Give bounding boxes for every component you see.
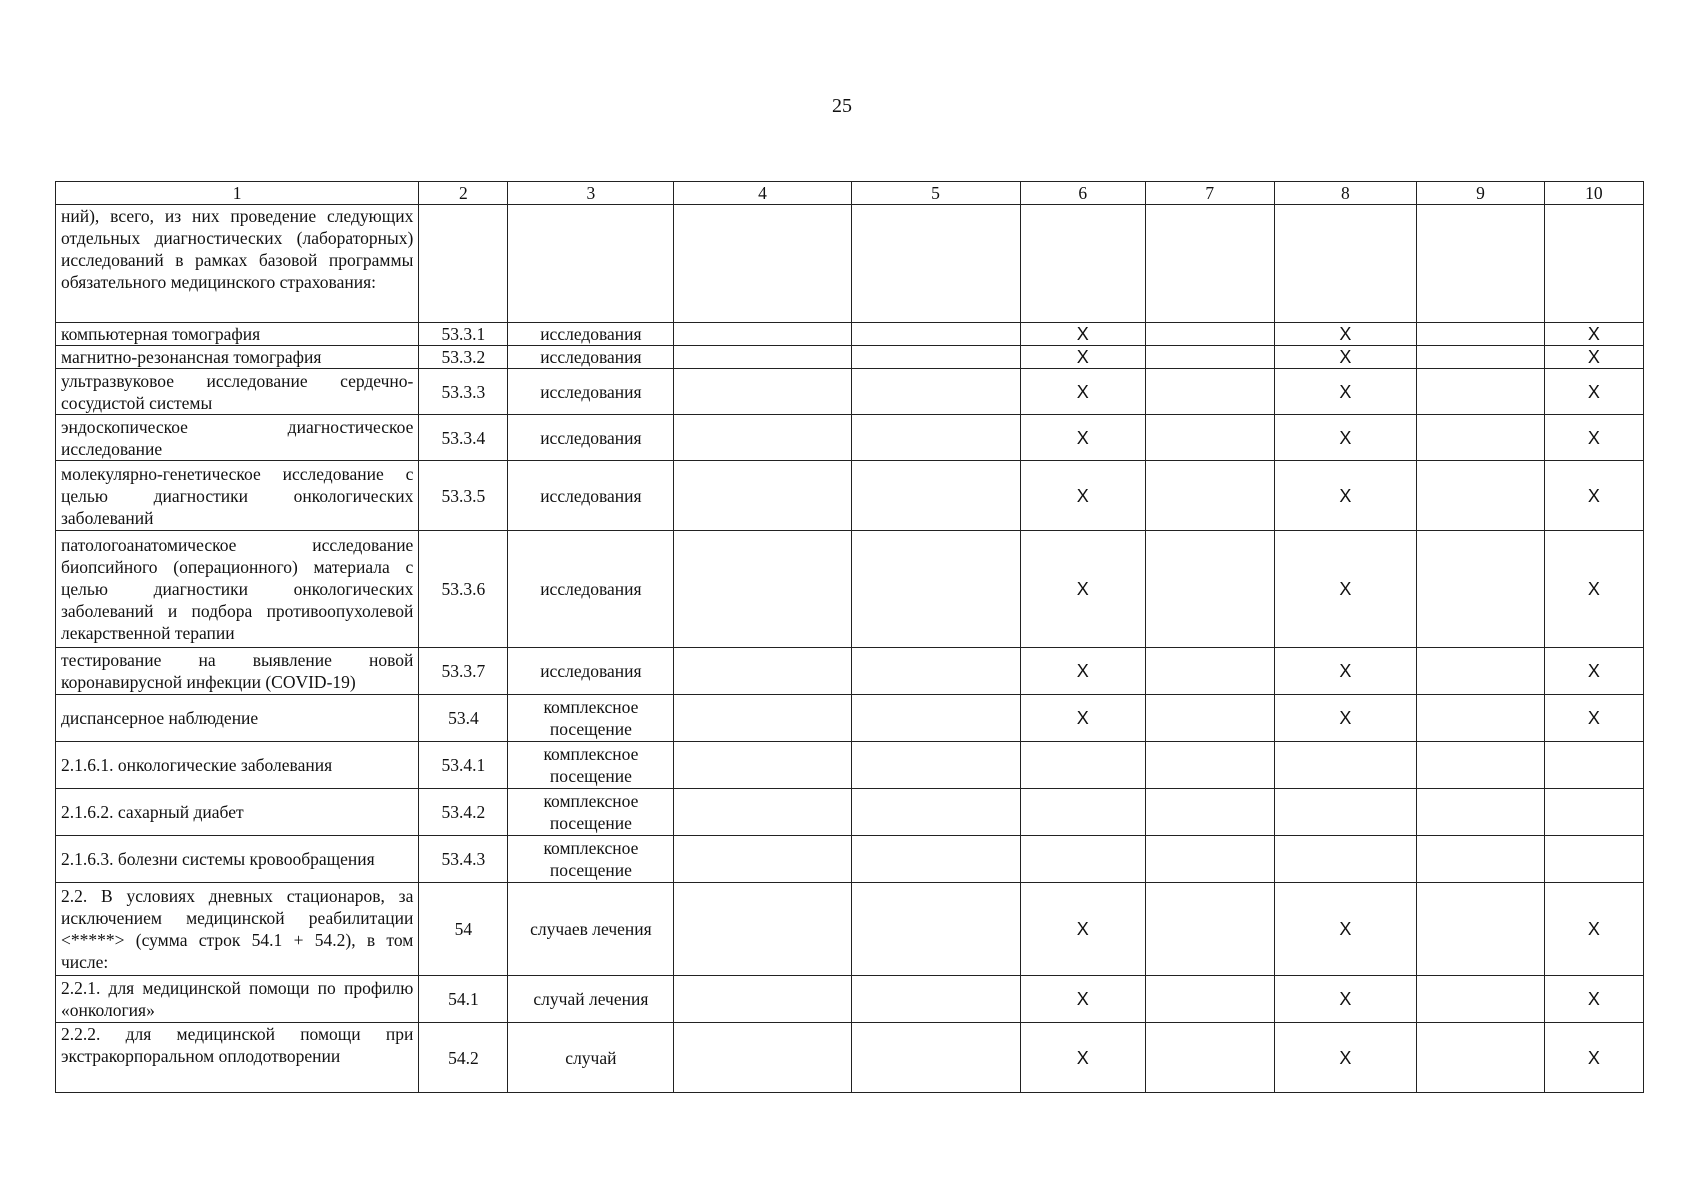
cell-col4 (674, 742, 851, 789)
cell-col6 (1020, 742, 1146, 789)
cell-col5 (851, 648, 1020, 695)
cell-col10 (1544, 742, 1643, 789)
cell-col7 (1146, 648, 1275, 695)
cell-col5 (851, 836, 1020, 883)
cell-col4 (674, 531, 851, 648)
cell-col6 (1020, 205, 1146, 323)
cell-col5 (851, 976, 1020, 1023)
cell-col4 (674, 1023, 851, 1093)
cell-col6 (1020, 836, 1146, 883)
row-code: 53.4 (419, 695, 508, 742)
cell-col7 (1146, 976, 1275, 1023)
row-name: 2.2. В условиях дневных стационаров, за исключением медицинской реабилитации <*****> (сумма строк 54.1 + 54.2), в том числе: (56, 883, 419, 976)
row-code: 53.3.6 (419, 531, 508, 648)
row-name: 2.1.6.2. сахарный диабет (56, 789, 419, 836)
row-code: 53.3.3 (419, 369, 508, 415)
cell-col6: Х (1020, 461, 1146, 531)
cell-col6: Х (1020, 695, 1146, 742)
cell-col5 (851, 695, 1020, 742)
cell-col10: Х (1544, 461, 1643, 531)
cell-col4 (674, 369, 851, 415)
cell-col7 (1146, 323, 1275, 346)
cell-col8: Х (1274, 369, 1417, 415)
row-name: эндоскопическое диагностическое исследование (56, 415, 419, 461)
column-header: 6 (1020, 182, 1146, 205)
cell-col7 (1146, 836, 1275, 883)
cell-col8: Х (1274, 695, 1417, 742)
cell-col7 (1146, 205, 1275, 323)
row-unit: комплексное посещение (508, 695, 674, 742)
cell-col10: Х (1544, 369, 1643, 415)
row-code: 53.3.7 (419, 648, 508, 695)
cell-col4 (674, 976, 851, 1023)
table-row (56, 1023, 1644, 1093)
cell-col8: Х (1274, 461, 1417, 531)
cell-col7 (1146, 415, 1275, 461)
cell-col10: Х (1544, 648, 1643, 695)
cell-col8: Х (1274, 1023, 1417, 1093)
cell-col7 (1146, 346, 1275, 369)
cell-col6: Х (1020, 1023, 1146, 1093)
cell-col10: Х (1544, 531, 1643, 648)
cell-col6: Х (1020, 369, 1146, 415)
table-row (56, 415, 1644, 461)
row-unit (508, 205, 674, 323)
cell-col6: Х (1020, 883, 1146, 976)
cell-col5 (851, 461, 1020, 531)
row-code: 54 (419, 883, 508, 976)
cell-col5 (851, 531, 1020, 648)
row-code: 53.3.4 (419, 415, 508, 461)
row-unit: исследования (508, 531, 674, 648)
cell-col5 (851, 789, 1020, 836)
cell-col6: Х (1020, 648, 1146, 695)
cell-col7 (1146, 369, 1275, 415)
column-header: 10 (1544, 182, 1643, 205)
column-header: 9 (1417, 182, 1545, 205)
column-header: 2 (419, 182, 508, 205)
cell-col8: Х (1274, 415, 1417, 461)
row-code: 53.4.3 (419, 836, 508, 883)
column-header-row (56, 182, 1644, 205)
row-name: тестирование на выявление новой коронавирусной инфекции (COVID-19) (56, 648, 419, 695)
cell-col5 (851, 1023, 1020, 1093)
cell-col9 (1417, 742, 1545, 789)
cell-col9 (1417, 789, 1545, 836)
column-header: 7 (1146, 182, 1275, 205)
table-row (56, 346, 1644, 369)
cell-col9 (1417, 531, 1545, 648)
row-name: 2.1.6.1. онкологические заболевания (56, 742, 419, 789)
cell-col10: Х (1544, 346, 1643, 369)
row-name: компьютерная томография (56, 323, 419, 346)
row-unit: исследования (508, 369, 674, 415)
table-row (56, 648, 1644, 695)
page-number: 25 (832, 95, 852, 117)
row-code: 53.4.1 (419, 742, 508, 789)
cell-col5 (851, 883, 1020, 976)
cell-col8: Х (1274, 346, 1417, 369)
cell-col10 (1544, 205, 1643, 323)
row-code: 53.4.2 (419, 789, 508, 836)
cell-col4 (674, 461, 851, 531)
cell-col5 (851, 369, 1020, 415)
column-header: 5 (851, 182, 1020, 205)
cell-col7 (1146, 742, 1275, 789)
cell-col5 (851, 346, 1020, 369)
cell-col10: Х (1544, 695, 1643, 742)
table-row (56, 461, 1644, 531)
row-code: 53.3.1 (419, 323, 508, 346)
row-name: магнитно-резонансная томография (56, 346, 419, 369)
cell-col7 (1146, 531, 1275, 648)
row-unit: случай лечения (508, 976, 674, 1023)
cell-col6: Х (1020, 976, 1146, 1023)
cell-col7 (1146, 883, 1275, 976)
cell-col7 (1146, 1023, 1275, 1093)
row-unit: исследования (508, 346, 674, 369)
cell-col4 (674, 346, 851, 369)
cell-col7 (1146, 789, 1275, 836)
cell-col5 (851, 205, 1020, 323)
table-row (56, 883, 1644, 976)
cell-col4 (674, 695, 851, 742)
row-unit: случаев лечения (508, 883, 674, 976)
cell-col10: Х (1544, 415, 1643, 461)
cell-col9 (1417, 415, 1545, 461)
row-unit: комплексное посещение (508, 742, 674, 789)
data-table (55, 181, 1644, 1093)
cell-col9 (1417, 205, 1545, 323)
row-unit: исследования (508, 323, 674, 346)
cell-col4 (674, 323, 851, 346)
cell-col8: Х (1274, 648, 1417, 695)
cell-col4 (674, 415, 851, 461)
row-code: 53.3.2 (419, 346, 508, 369)
cell-col9 (1417, 323, 1545, 346)
cell-col9 (1417, 976, 1545, 1023)
table-row (56, 742, 1644, 789)
cell-col9 (1417, 883, 1545, 976)
cell-col4 (674, 836, 851, 883)
cell-col9 (1417, 461, 1545, 531)
cell-col10 (1544, 836, 1643, 883)
cell-col4 (674, 205, 851, 323)
row-name: ний), всего, из них проведение следующих отдельных диагностических (лабораторных) исследований в рамках базовой программы обязательного медицинского страхования: (56, 205, 419, 323)
row-name: 2.1.6.3. болезни системы кровообращения (56, 836, 419, 883)
table-row (56, 695, 1644, 742)
table-row (56, 789, 1644, 836)
column-header: 1 (56, 182, 419, 205)
row-unit: случай (508, 1023, 674, 1093)
table-row (56, 323, 1644, 346)
cell-col9 (1417, 1023, 1545, 1093)
cell-col6: Х (1020, 531, 1146, 648)
cell-col10: Х (1544, 883, 1643, 976)
cell-col8: Х (1274, 976, 1417, 1023)
row-code: 53.3.5 (419, 461, 508, 531)
cell-col8 (1274, 789, 1417, 836)
row-name: ультразвуковое исследование сердечно-сосудистой системы (56, 369, 419, 415)
column-header: 4 (674, 182, 851, 205)
column-header: 8 (1274, 182, 1417, 205)
cell-col9 (1417, 346, 1545, 369)
row-name: патологоанатомическое исследование биопсийного (операционного) материала с целью диагностики онкологических заболеваний и подбора противоопухолевой лекарственной терапии (56, 531, 419, 648)
cell-col10: Х (1544, 323, 1643, 346)
row-unit: исследования (508, 648, 674, 695)
cell-col9 (1417, 648, 1545, 695)
row-name: 2.2.1. для медицинской помощи по профилю «онкология» (56, 976, 419, 1023)
cell-col8 (1274, 742, 1417, 789)
cell-col6: Х (1020, 415, 1146, 461)
table-row (56, 836, 1644, 883)
row-code: 54.2 (419, 1023, 508, 1093)
row-unit: комплексное посещение (508, 789, 674, 836)
row-code (419, 205, 508, 323)
cell-col8 (1274, 836, 1417, 883)
cell-col9 (1417, 369, 1545, 415)
cell-col10: Х (1544, 976, 1643, 1023)
table-row (56, 205, 1644, 323)
row-name: молекулярно-генетическое исследование с целью диагностики онкологических заболеваний (56, 461, 419, 531)
cell-col7 (1146, 461, 1275, 531)
table-row (56, 531, 1644, 648)
cell-col8: Х (1274, 883, 1417, 976)
cell-col9 (1417, 836, 1545, 883)
cell-col6: Х (1020, 346, 1146, 369)
cell-col8 (1274, 205, 1417, 323)
cell-col5 (851, 742, 1020, 789)
column-header: 3 (508, 182, 674, 205)
row-unit: исследования (508, 461, 674, 531)
cell-col5 (851, 323, 1020, 346)
cell-col8: Х (1274, 323, 1417, 346)
row-unit: исследования (508, 415, 674, 461)
cell-col4 (674, 883, 851, 976)
cell-col4 (674, 789, 851, 836)
cell-col6 (1020, 789, 1146, 836)
cell-col7 (1146, 695, 1275, 742)
cell-col4 (674, 648, 851, 695)
row-unit: комплексное посещение (508, 836, 674, 883)
table-row (56, 369, 1644, 415)
table-row (56, 976, 1644, 1023)
cell-col9 (1417, 695, 1545, 742)
row-name: 2.2.2. для медицинской помощи при экстракорпоральном оплодотворении (56, 1023, 419, 1093)
cell-col6: Х (1020, 323, 1146, 346)
row-name: диспансерное наблюдение (56, 695, 419, 742)
cell-col5 (851, 415, 1020, 461)
cell-col8: Х (1274, 531, 1417, 648)
row-code: 54.1 (419, 976, 508, 1023)
cell-col10 (1544, 789, 1643, 836)
cell-col10: Х (1544, 1023, 1643, 1093)
